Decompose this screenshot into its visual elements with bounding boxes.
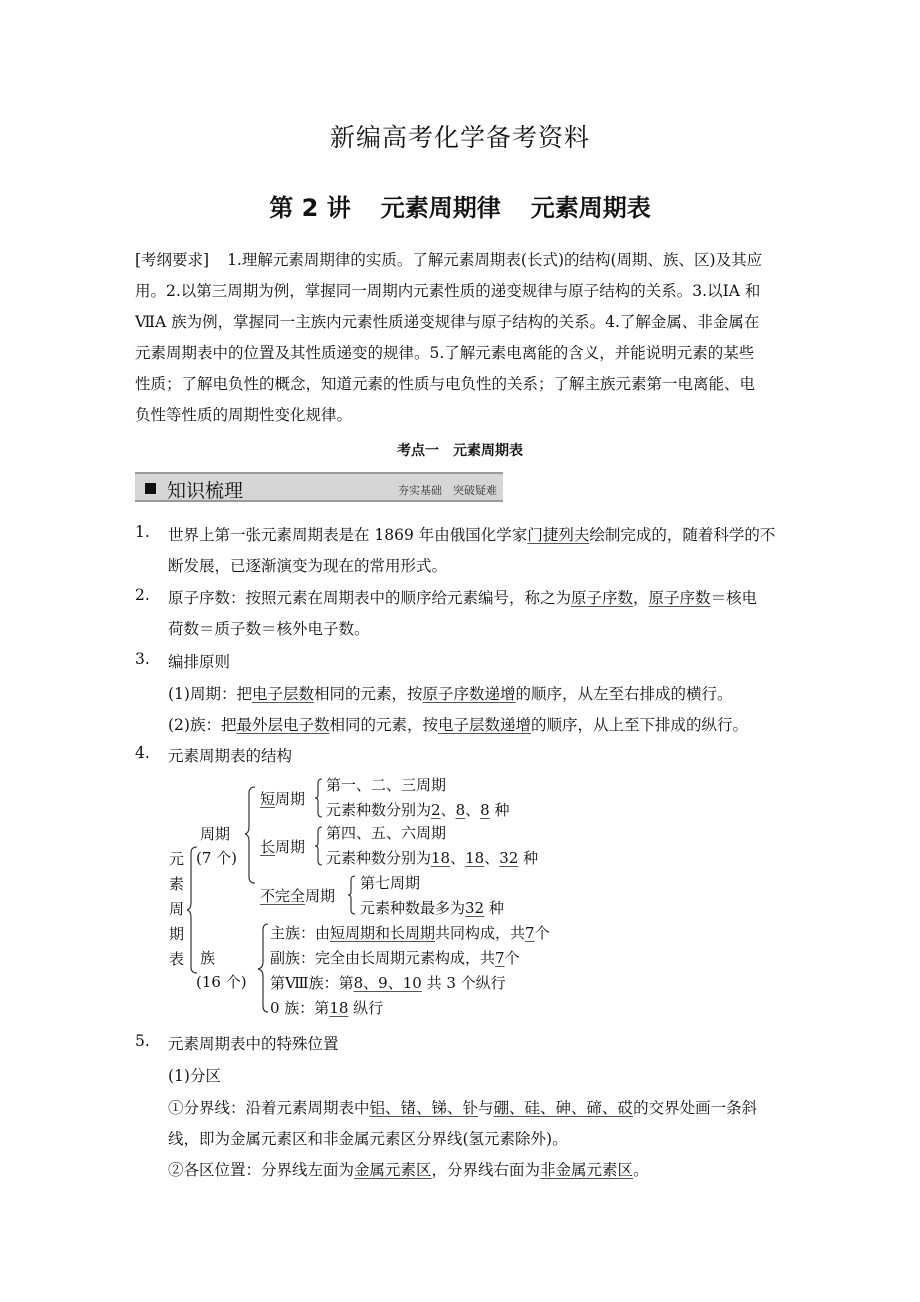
- boundary-line-text-2: 线，即为金属元素区和非金属元素区分界线(氢元素除外)。: [168, 1130, 568, 1148]
- brace-icon: [245, 785, 257, 885]
- root-char: 素: [169, 875, 185, 893]
- brace-icon: [314, 825, 324, 867]
- lecture-number: 第 2 讲: [269, 194, 351, 222]
- rule-group: (2)族：把最外层电子数相同的元素，按电子层数递增的顺序，从上至下排成的纵行。: [168, 716, 749, 734]
- short-period-label: 短周期: [260, 790, 306, 808]
- root-char: 元: [169, 850, 185, 868]
- square-bullet-icon: [145, 483, 156, 494]
- syllabus-line-3: ⅦA 族为例，掌握同一主族内元素性质递变规律与原子结构的关系。4.了解金属、非金属在: [135, 313, 760, 331]
- item-number: 4.: [135, 744, 150, 762]
- document-title: 新编高考化学备考资料: [329, 123, 590, 152]
- group-count: (16 个): [196, 973, 247, 991]
- item-number: 2.: [135, 586, 150, 604]
- answer-blank: 硼、硅、砷、碲、砹: [493, 1099, 634, 1117]
- zone-position-text: ②各区位置：分界线左面为金属元素区，分界线右面为非金属元素区。: [168, 1161, 649, 1179]
- lecture-topic-1: 元素周期律: [380, 194, 501, 222]
- answer-blank: 原子序数: [648, 589, 711, 607]
- syllabus-line-4: 元素周期表中的位置及其性质递变的规律。5.了解元素电离能的含义，并能说明元素的某些: [135, 344, 755, 362]
- group-label: 族: [200, 949, 216, 967]
- incomplete-period-rows: 第七周期: [360, 874, 421, 892]
- item-text-line-2: 断发展，已逐渐演变为现在的常用形式。: [168, 557, 448, 575]
- incomplete-period-counts: 元素种数最多为32 种: [360, 899, 504, 917]
- main-group-row: 主族：由短周期和长周期共同构成，共7个: [270, 924, 550, 942]
- answer-blank: 金属元素区: [354, 1161, 432, 1179]
- item-title: 编排原则: [168, 653, 231, 671]
- item-number: 1.: [135, 523, 150, 541]
- item-text-line-2: 荷数＝质子数＝核外电子数。: [168, 620, 370, 638]
- group-viii-row: 第Ⅷ族：第8、9、10 共 3 个纵行: [270, 974, 506, 992]
- item-title: 元素周期表中的特殊位置: [168, 1035, 339, 1053]
- answer-blank: 原子序数: [571, 589, 634, 607]
- subheading-zones: (1)分区: [168, 1067, 221, 1085]
- answer-blank: 铝、锗、锑、钋: [369, 1099, 479, 1117]
- syllabus-line-1: [考纲要求] 1.理解元素周期律的实质。了解元素周期表(长式)的结构(周期、族、区)及其应: [135, 251, 763, 269]
- syllabus-line-6: 负性等性质的周期性变化规律。: [135, 406, 353, 424]
- long-period-counts: 元素种数分别为18、18、32 种: [326, 849, 539, 867]
- knowledge-bar: [135, 472, 503, 502]
- period-count: (7 个): [196, 849, 238, 867]
- brace-icon: [258, 922, 270, 1014]
- section-heading: 考点一 元素周期表: [397, 443, 523, 459]
- answer-blank: 电子层数递增: [438, 716, 532, 734]
- rule-period: (1)周期：把电子层数相同的元素，按原子序数递增的顺序，从左至右排成的横行。: [168, 685, 733, 703]
- item-title: 元素周期表的结构: [168, 747, 293, 765]
- answer-blank: 最外层电子数: [236, 716, 330, 734]
- short-period-counts: 元素种数分别为2、8、8 种: [326, 801, 510, 819]
- answer-blank: 原子序数递增: [422, 685, 516, 703]
- long-period-rows: 第四、五、六周期: [326, 824, 447, 842]
- item-text: 世界上第一张元素周期表是在 1869 年由俄国化学家门捷列夫绘制完成的，随着科学的不: [168, 526, 776, 544]
- item-number: 5.: [135, 1032, 150, 1050]
- incomplete-period-label: 不完全周期: [260, 887, 336, 905]
- knowledge-bar-title: 知识梳理: [167, 480, 244, 502]
- brace-icon: [314, 777, 324, 819]
- answer-blank: 门捷列夫: [527, 526, 590, 544]
- root-char: 周: [169, 900, 185, 918]
- boundary-line-text: ①分界线：沿着元素周期表中铝、锗、锑、钋与硼、硅、砷、碲、砹的交界处画一条斜: [168, 1099, 758, 1117]
- root-char: 表: [169, 950, 185, 968]
- item-text: 原子序数：按照元素在周期表中的顺序给元素编号，称之为原子序数，原子序数＝核电: [168, 589, 758, 607]
- sub-group-row: 副族：完全由长周期元素构成，共7个: [270, 949, 520, 967]
- syllabus-label: [考纲要求]: [135, 251, 210, 269]
- short-period-rows: 第一、二、三周期: [326, 776, 447, 794]
- long-period-label: 长周期: [260, 838, 306, 856]
- answer-blank: 电子层数: [251, 685, 314, 703]
- lecture-topic-2: 元素周期表: [530, 194, 651, 222]
- item-number: 3.: [135, 650, 150, 668]
- answer-blank: 非金属元素区: [540, 1161, 634, 1179]
- brace-icon: [347, 874, 357, 916]
- group-zero-row: 0 族：第18 纵行: [270, 999, 384, 1017]
- lecture-title: [0, 188, 920, 223]
- root-char: 期: [169, 925, 185, 943]
- period-label: 周期: [200, 825, 231, 843]
- syllabus-line-2: 用。2.以第三周期为例，掌握同一周期内元素性质的递变规律与原子结构的关系。3.以ⅠA 和: [135, 282, 761, 300]
- syllabus-line-5: 性质；了解电负性的概念，知道元素的性质与电负性的关系；了解主族元素第一电离能、电: [135, 375, 756, 393]
- knowledge-bar-slogan: 夯实基础 突破疑难: [398, 484, 497, 497]
